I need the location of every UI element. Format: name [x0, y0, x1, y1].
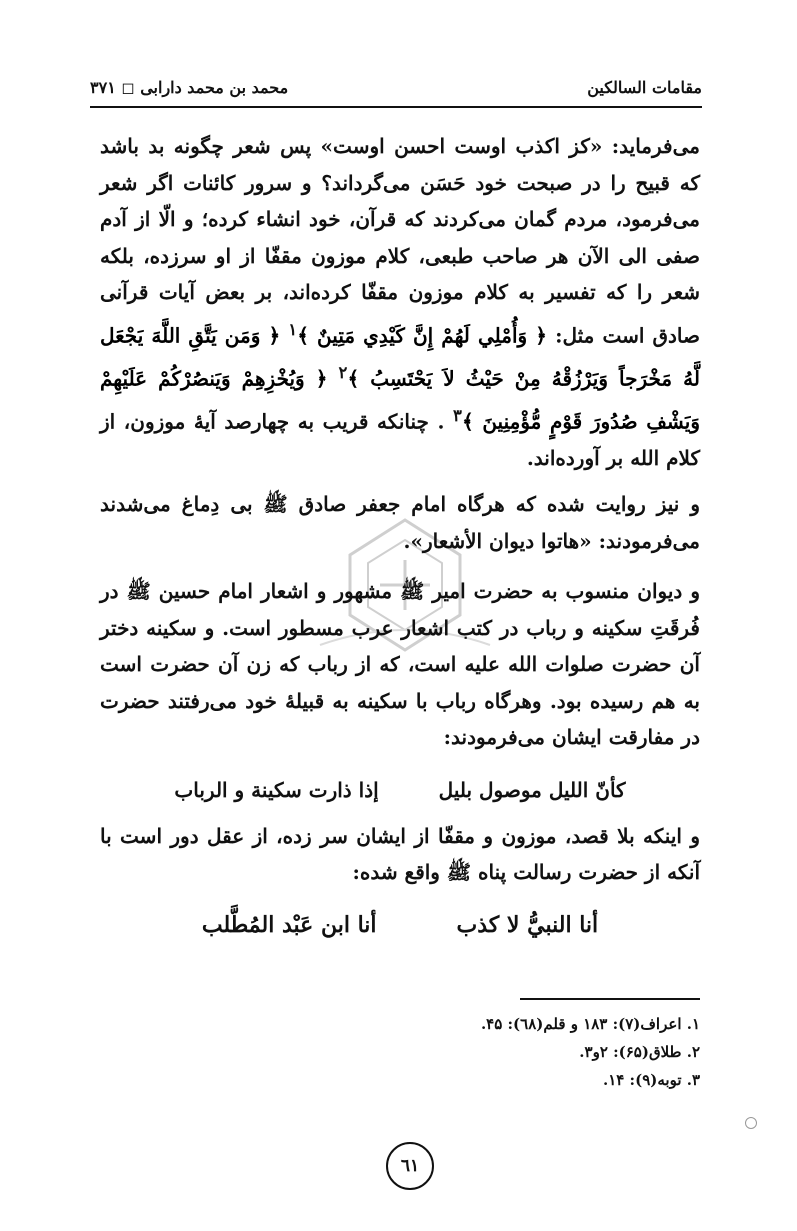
footnote-ref: ٢ [338, 361, 348, 382]
corner-mark [745, 1117, 757, 1129]
footnote-rule [520, 998, 700, 1000]
paragraph-text: . چنانکه قریب به چهارصد آیهٔ موزون، از کلام الله بر آورده‌اند. [100, 409, 700, 470]
hemistich-right: کأنّ اللیل موصول بلیل [438, 777, 626, 802]
poem-couplet [100, 770, 700, 810]
footnote: ١. اعراف(٧): ١٨٣ و قلم(٦٨): ۴۵. [480, 1015, 700, 1033]
hemistich-right: أنا النبيُّ لا کذب [456, 911, 599, 938]
footnote: ٣. توبه(٩): ١۴. [602, 1071, 700, 1089]
footnote-ref: ٣ [453, 404, 462, 425]
paragraph: و اینکه بلا قصد، موزون و مقفّا از ایشان سر زده، از عقل دور است با آنکه از حضرت رسالت پناه ﷺ واقع شده: [100, 823, 700, 885]
header-rule [90, 106, 702, 108]
footnotes [100, 1010, 700, 1094]
book-title: مقامات السالکین [587, 77, 702, 97]
hemistich-left: أنا ابن عَبْد المُطَّلب [201, 911, 377, 938]
running-header [90, 72, 702, 102]
footnote-ref: ١ [288, 318, 298, 339]
paragraph: و نیز روایت شده که هرگاه امام جعفر صادق ﷺ بی دِماغ می‌شدند می‌فرمودند: «هاتوا دیوان الأشعار». [100, 492, 700, 553]
quran-verse: ﴿ وَأُمْلِي لَهُمْ إِنَّ كَيْدِي مَتِينٌ ﴾ [297, 323, 547, 348]
page-number: ٦١ [386, 1142, 434, 1190]
quran-verse: ﴿ وَيُخْزِهِمْ وَيَنصُرْكُمْ عَلَيْهِمْ وَيَشْفِ صُدُورَ قَوْمٍ مُّؤْمِنِينَ ﴾ [100, 366, 701, 434]
quran-verse: ﴿ وَمَن يَتَّقِ اللَّهَ يَجْعَل لَّهُ مَخْرَجاً وَيَرْزُقْهُ مِنْ حَيْثُ لاَ يَحْتَسِبُ ﴾ [100, 323, 700, 391]
main-text [100, 128, 700, 953]
footnote: ٢. طلاق(۶۵): ٢و٣. [579, 1043, 700, 1061]
hemistich-left: إذا ذارت سکینة و الرباب [174, 777, 379, 802]
paragraph: و دیوان منسوب به حضرت امیر ﷺ مشهور و اشعار امام حسین ﷺ در فُرقَتِ سکینه و رباب در کتب اشعار عرب مسطور است. و سکینه دختر آن حضرت صلوات الله علیه است، که از رباب که زن آن حضرت است به هم رسیده بود. وهرگاه رباب با سکینه به قبیلهٔ خود می‌رفتند حضرت در مفارقت ایشان می‌فرمودند: [100, 579, 700, 750]
author-page-ref: محمد بن محمد دارابی ◻ ٣٧١ [90, 77, 289, 97]
paragraph [100, 128, 700, 476]
poem-couplet [100, 905, 700, 945]
paragraph-text: می‌فرماید: «کز اکذب اوست احسن اوست» پس شعر چگونه بد باشد که قبیح را در صبحت خود حَسَن می‌گرداند؟ و سرور کائنات اگر شعر می‌فرمود، مردم گمان می‌کردند که قرآن، خود انشاء کرده؛ و الّا از آدم صفی الی الآن هر صاحب طبعی، کلام موزون مقفّا از او سرزده، بلکه شعر را که تفسیر به کلام موزون مقفّا کرده‌اند، بر بعض آیات قرآنی صادق است مثل: [100, 134, 700, 348]
